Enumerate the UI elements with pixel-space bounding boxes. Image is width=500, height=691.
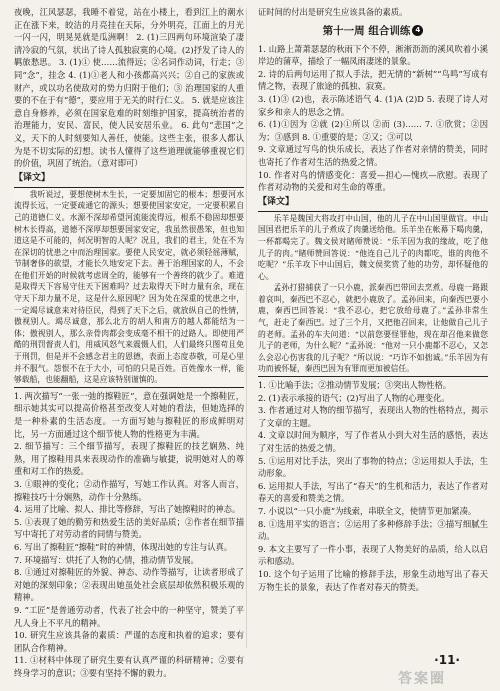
translation-paragraph: 我听说过，要想使树木生长，一定要加固它的根本；想要河水流得长远，一定要疏通它的源头；想要使国家安定，一定要积累自己的道德仁义。水源不深却希望河流能流得远，根系不稳固却想要树木长得高，道德不深厚却想要国家安定，我虽然很愚笨，但也知道这是不可能的，何况明智的人呢？况且，我们的君主，处在不为在深切的忧患之中而治理国家。要使人民安定，就必须轻徭薄赋，节制奢侈的欲望，才能长久地安定下去。善于治理国家的人，不会在他们开始的时候就考虑周全的，能够有一个善终的就少了。难道是取得天下容易守住天下困难吗？过去取得天下时力量有余，现在守天下却力量不足，这是什么原因呢？因为处在深重的忧患之中，一定竭尽诚意来对待臣民，得到了天下之后，就放纵自己的性情，傲视别人。竭尽诚意，那么北方的胡人和南方的越人都能结为一体；傲视别人，那么亲骨肉都会变成毫不相干的过路人。即使用严酷的刑罚督责人们，用威风怒气来震慑人们，人们最终只图苟且免于刑罚，但是并不会感念君主的恩德，表面上态度恭敬，可是心里并不服气。怨恨不在于大小，可怕的只是百姓。百姓像水一样，能够载船，也能翻船，这是应该特别谨慎的。	[14, 189, 244, 385]
translation-paragraph: 乐羊是魏国大将攻打中山国，他的儿子在中山国里做官。中山国国君把乐羊的儿子煮成了肉羹送给他。乐羊坐在帐幕下喝肉羹，一杯都喝完了。魏文侯对睹师赞说：“乐羊因为我的缘故，吃了他儿子的肉。”睹师赞回答说：“他连自己儿子的肉都吃，谁的肉他不吃呢？”乐羊攻下中山国后，魏文侯奖赏了他的功劳，却怀疑他的心。	[258, 213, 488, 281]
answer-paragraph: 2. (1)表示承接的语气；(2)写出了人物的心理变化。	[258, 392, 450, 403]
left-answers-after	[14, 390, 244, 680]
right-translation-box	[258, 211, 488, 377]
right-translation-label: 【译文】	[258, 196, 295, 207]
answer-paragraph: 5. ①表现了她的勤劳和热爱生活的美好品质；②作者在细节描写中寄托了对劳动者的同情与赞美。	[14, 516, 244, 540]
left-column	[14, 6, 244, 678]
page-number: ·11·	[434, 653, 460, 667]
answer-paragraph: 3. (1)③ (2)也，表示陈述语气 4. (1)A (2)D 5. 表现了诗人对家乡和亲人的思念之情。	[258, 93, 488, 117]
answer-paragraph: 1. ①比喻手法；②推动情节发展；③突出人物性格。	[258, 380, 452, 391]
left-answers-before	[14, 6, 244, 170]
answer-paragraph: 9. “工匠”是普通劳动者，代表了社会中的一种坚守，赞美了平凡人身上不平凡的精神。	[14, 604, 244, 628]
answer-paragraph: 1. 两次描写“一张一弛的擦鞋匠”，意在强调她是一个擦鞋匠，细示她其实可以提高价格甚至改变人对她的看法，但她选择的是一种朴素的生活态度。一方面写她与擦鞋匠的形成鲜明对比，另一方面通过这个细节使人物的性格更为丰满。	[14, 390, 244, 439]
week-badge: 4	[412, 25, 423, 36]
answer-paragraph: 11. ①材料中体现了研究生要有认真严谨的科研精神；②要有终身学习的意识；③要有坚持不懈的毅力。	[14, 655, 244, 678]
answer-paragraph: 3. ①眼神的变化；②动作描写，写她工作认真。对客人而言，擦鞋技巧十分娴熟，动作十分熟练。	[14, 478, 244, 502]
answer-paragraph: 9. 文章通过写鸟的快乐成长，表达了作者对亲情的赞美，同时也寄托了作者对生活的热爱之情。	[258, 144, 488, 167]
answer-paragraph: 3. 作者通过对人物的细节描写，表现出人物的性格特点，揭示了文章的主题。	[258, 405, 488, 428]
week-title	[258, 23, 488, 38]
answer-paragraph: 10. 研究生应该具备的素质：严谨的态度和执着的追求；要有团队合作精神。	[14, 630, 244, 653]
answer-paragraph: 6. 运用拟人手法，写出了“春天”的生机和活力，表达了作者对春天的喜爱和赞美之情。	[258, 480, 488, 504]
right-column	[258, 6, 488, 661]
column-divider	[246, 8, 247, 648]
answer-paragraph: 4. 文章以时间为顺序，写了作者从小到大对生活的感悟，表达了对生活的热爱之情。	[258, 430, 488, 453]
right-answers-after	[258, 379, 488, 593]
answer-paragraph: 5. ①运用对比手法，突出了事物的特点；②运用拟人手法，生动形象。	[258, 455, 488, 479]
answer-paragraph: 4. 运用了比喻、拟人、排比等修辞，写出了她擦鞋时的神态。	[14, 504, 241, 515]
right-intro: 证时间的付出是研究生应该具备的素质。	[258, 7, 408, 17]
answer-paragraph: 7. 小说以“一只小鹿”为线索，串联全文，使情节更加紧凑。	[258, 505, 477, 516]
answer-paragraph: 9. 本文主要写了一件小事，表现了人物美好的品质，给人以启示和感动。	[258, 543, 488, 567]
answer-paragraph: 10. 作者对鸟的情感变化：喜爱—担心—愧疚—欣慰。表现了作者对动物的关爱和对生命的尊重。	[258, 169, 488, 193]
answer-paragraph: 10. 这个句子运用了比喻的修辞手法，形象生动地写出了春天万物生长的景象，表达了作者对春天的赞美。	[258, 568, 488, 592]
translation-paragraph: 孟孙打猎捕获了一只小鹿，派秦西巴带回去烹煮。母鹿一路跟着哀叫，秦西巴不忍心，就把小鹿放了。孟孙回来，向秦西巴要小鹿，秦西巴回答说：“我不忍心，把它放给母鹿了。”孟孙非常生气，赶走了秦西巴。过了三个月，又把他召回来，让他做自己儿子的老师。孟孙的车夫问道：“以前您要怪罪他，现在却召他来做您儿子的老师，为什么呢？”孟孙说：“他对一只小鹿都不忍心，又怎么会忍心伤害我的儿子呢？”所以说：“巧诈不如拙诚。”乐羊因为有功而被怀疑，秦西巴因为有罪而更加被信任。	[258, 283, 488, 374]
answer-paragraph: 8. ①通过对擦鞋匠的外貌、神态、动作等描写，让读者形成了对她的深刻印象；②表现出她虽处社会底层却依然积极乐观的精神。	[14, 567, 244, 603]
watermark-logo: 答案圈	[398, 671, 446, 687]
answer-paragraph: 1. 山路上萧萧瑟瑟的秋雨下个不停，淅淅沥沥的溪风吹着小溪岸边的蒲草，描绘了一幅凤雨凄迷的景象。	[258, 43, 488, 67]
answer-paragraph: 2. 诗的后两句运用了拟人手法，把无情的“新树”“鸟鸣”写成有情之物，表现了旅途的孤独、寂寞。	[258, 68, 488, 92]
answer-paragraph: 6. (1)①因为 ②就 (2)①所以 ②而 (3)…… 7. ①欣赏；②因为；③感到 8. ①重要的是；②又；③可以	[258, 119, 488, 142]
answer-paragraph: 2. 细节描写：三个细节描写，表现了擦鞋匠的技艺娴熟、纯熟，用了擦鞋用具来表现动作的准确与敏捷，说明她对人的尊重和对工作的热爱。	[14, 441, 244, 477]
answer-paragraph: 6. 写出了擦鞋匠“擦鞋”时的神情，体现出她的专注与认真。	[14, 541, 233, 552]
week-title-text: 第十一周 组合训练	[322, 24, 411, 37]
left-translation-box	[14, 187, 244, 388]
right-answers	[258, 43, 488, 194]
answer-paragraph: 7. 环境描写：烘托了人物的心情，推动情节发展。	[14, 554, 199, 565]
left-translation-label: 【译文】	[14, 172, 51, 183]
answer-paragraph: 8. ①选用平实的语言；②运用了多种修辞手法；③描写细腻生动。	[258, 518, 488, 542]
answer-paragraph: 夜晚，江风瑟瑟，我睡不着觉，站在小楼上，看到江上的潮水正在涨下来，皎洁的月亮挂在天际，分外明亮，江面上的月光一闪一闪，明晃晃就是瓜洲啊！ 2. (1)三四两句环境渲染了凄清冷寂的气氛，状出了诗人孤独寂寞的心境。(2)抒发了诗人的羁旅愁思。 3. (1)① 使……流得远；②名词作动词，行走；③ 同“念”，挂念 4. (1)①老人和小孩都高兴兴；②自己的家族或财产，或以功名使敌对的势力归附于他们；③ 治理国家的人重要的不在于有“德”，要应用于无关的时行仁义。 5. 就是应该注意自身修养，必须在国家危难的时刻维护国家，提高统治者的治理能力，安民、富民，使人民安居乐业。 6. 此句“悲国”之义，天下的人时刻要知人善任，使能。这些主张，很多人都认为是不切实际的幻想。读书人懂得了这些道理就能够重视它们的价值，巩固了统治。（意对即可）	[14, 7, 244, 169]
